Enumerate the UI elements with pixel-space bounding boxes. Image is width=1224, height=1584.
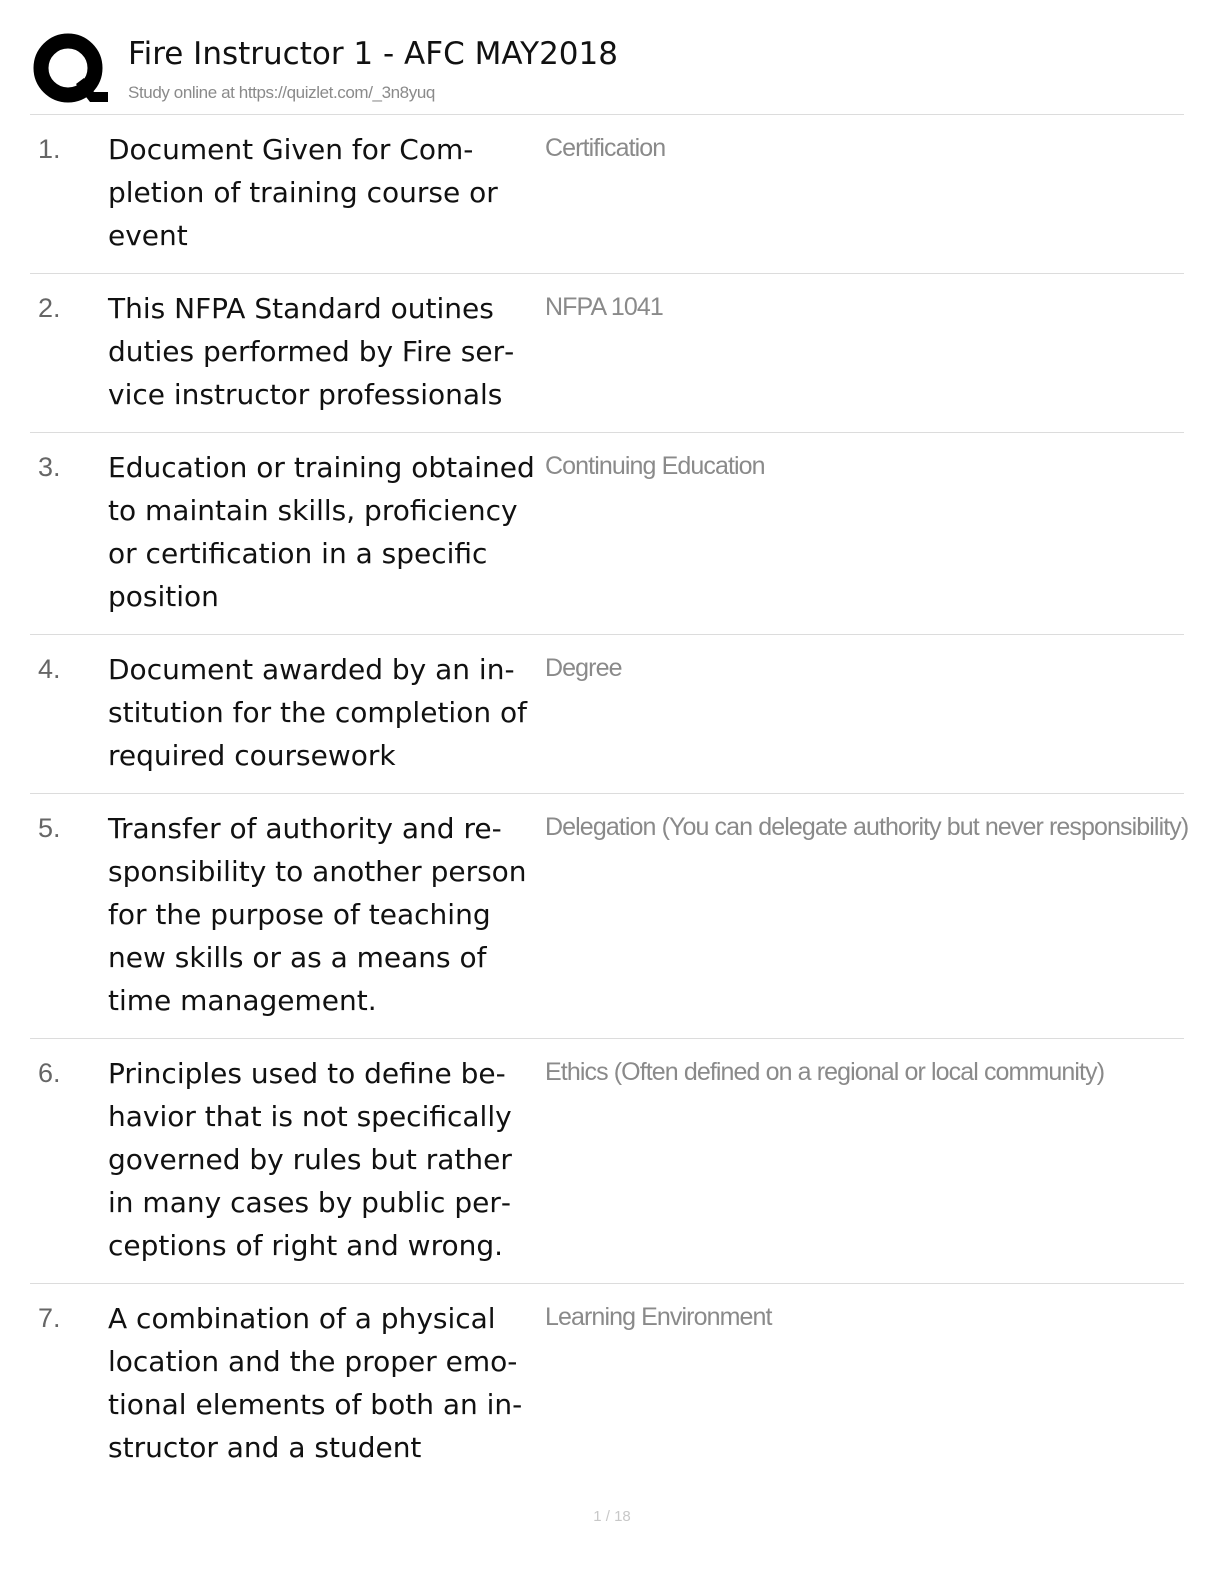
- card-definition: Certification: [545, 134, 666, 162]
- page-title: Fire Instructor 1 - AFC MAY2018: [128, 36, 618, 72]
- card-number: 7.: [38, 1303, 61, 1333]
- card-number: 6.: [38, 1058, 61, 1088]
- card-term: This NFPA Standard outines duties performed by Fire service instructor professionals: [108, 292, 515, 411]
- flashcard-row: [30, 1039, 1184, 1284]
- card-definition: Ethics (Often defined on a regional or local community): [545, 1058, 1105, 1086]
- flashcard-list: [30, 115, 1189, 1485]
- card-number: 5.: [38, 813, 61, 843]
- flashcard-row: [30, 794, 1189, 1039]
- page-indicator: 1 / 18: [593, 1508, 631, 1525]
- card-term: Document awarded by an institution for the completion of required coursework: [108, 653, 527, 772]
- flashcard-row: [30, 433, 1184, 635]
- card-term: Document Given for Completion of training course or event: [108, 133, 498, 252]
- flashcard-row: [30, 1284, 1184, 1485]
- card-definition: Delegation (You can delegate authority but never responsibility): [545, 813, 1189, 841]
- flashcard-row: [30, 274, 1184, 433]
- study-online-link[interactable]: Study online at https://quizlet.com/_3n8yuq: [128, 83, 435, 102]
- card-number: 4.: [38, 654, 61, 684]
- card-number: 3.: [38, 452, 61, 482]
- card-number: 2.: [38, 293, 61, 323]
- flashcard-row: [30, 635, 1184, 794]
- flashcard-row: [30, 115, 1184, 274]
- card-definition: NFPA 1041: [545, 293, 663, 321]
- card-term: A combination of a physical location and the proper emotional elements of both an instructor and a student: [108, 1302, 523, 1464]
- card-term: Principles used to define behavior that is not specifically governed by rules but rather in many cases by public perceptions of right and wrong.: [108, 1057, 512, 1262]
- card-definition: Degree: [545, 654, 622, 682]
- card-number: 1.: [38, 134, 61, 164]
- card-term: Education or training obtained to maintain skills, proficiency or certification in a specific position: [108, 451, 535, 613]
- card-term: Transfer of authority and responsibility to another person for the purpose of teaching new skills or as a means of time management.: [108, 812, 527, 1017]
- card-definition: Continuing Education: [545, 452, 765, 480]
- quizlet-q-logo-icon: [32, 32, 108, 108]
- card-definition: Learning Environment: [545, 1303, 772, 1331]
- page-header: [30, 28, 1184, 115]
